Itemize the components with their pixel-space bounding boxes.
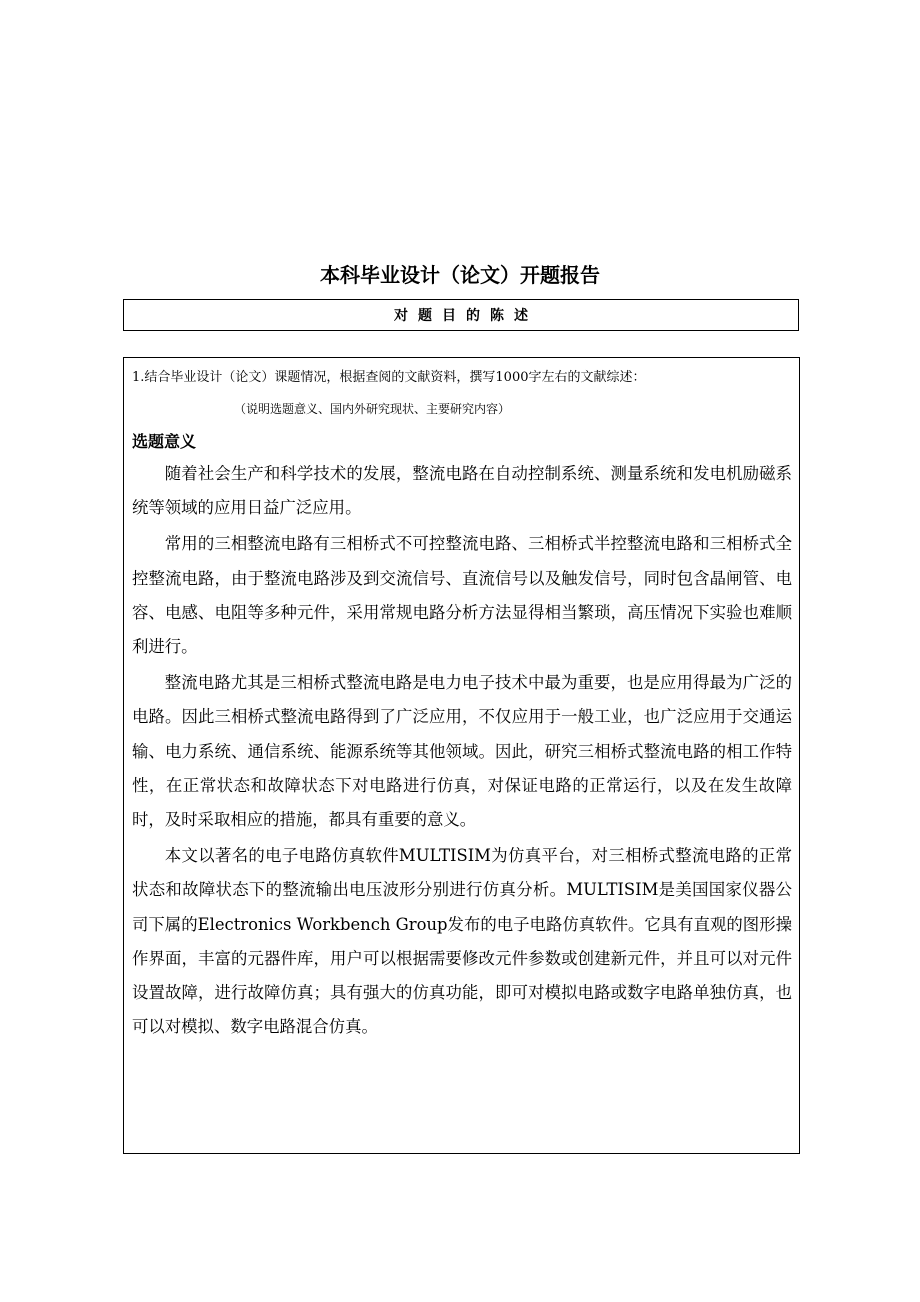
section-header-box — [123, 299, 799, 331]
prompt-text: 1.结合毕业设计（论文）课题情况，根据查阅的文献资料，撰写1000字左右的文献综述： — [132, 370, 646, 385]
paragraph-2: 常用的三相整流电路有三相桥式不可控整流电路、三相桥式半控整流电路和三相桥式全控整流电路，由于整流电路涉及到交流信号、直流信号以及触发信号，同时包含晶闸管、电容、电感、电阻等多种元件，采用常规电路分析方法显得相当繁琐，高压情况下实验也难顺利进行。 — [132, 534, 792, 657]
document-title: 本科毕业设计（论文）开题报告 — [320, 263, 600, 287]
section-header-label: 对题目的陈述 — [394, 308, 538, 324]
paragraph-4: 本文以著名的电子电路仿真软件MULTISIM为仿真平台，对三相桥式整流电路的正常状态和故障状态下的整流输出电压波形分别进行仿真分析。MULTISIM是美国国家仪器公司下属的Electronics Workbench Group发布的电子电路仿真软件。它具有直观的图形操作界面，丰富的元器件库，用户可以根据需要修改元件参数或创建新元件，并且可以对元件设置故障，进行故障仿真；具有强大的仿真功能，即可对模拟电路或数字电路单独仿真，也可以对模拟、数字电路混合仿真。 — [132, 846, 792, 1037]
paragraph-3: 整流电路尤其是三相桥式整流电路是电力电子技术中最为重要，也是应用得最为广泛的电路。因此三相桥式整流电路得到了广泛应用，不仅应用于一般工业，也广泛应用于交通运输、电力系统、通信系统、能源系统等其他领域。因此，研究三相桥式整流电路的相工作特性，在正常状态和故障状态下对电路进行仿真，对保证电路的正常运行，以及在发生故障时，及时采取相应的措施，都具有重要的意义。 — [132, 673, 792, 830]
section-heading: 选题意义 — [132, 432, 197, 451]
content-box — [123, 357, 800, 1154]
prompt-note: （说明选题意义、国内外研究现状、主要研究内容） — [234, 402, 511, 416]
paragraph-1: 随着社会生产和科学技术的发展，整流电路在自动控制系统、测量系统和发电机励磁系统等领域的应用日益广泛应用。 — [132, 464, 792, 518]
